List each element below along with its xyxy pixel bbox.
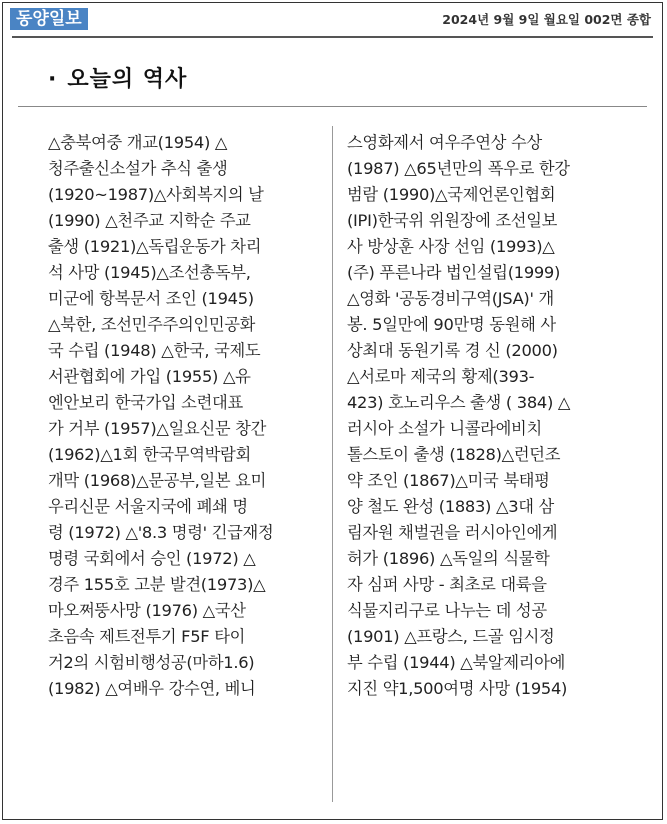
text-line: 경주 155호 고분 발견(1973)△ — [48, 575, 266, 594]
text-line: 초음속 제트전투기 F5F 타이 — [48, 627, 246, 646]
text-line: △서로마 제국의 황제(393- — [347, 367, 535, 386]
text-line: △충북여중 개교(1954) △ — [48, 133, 228, 152]
text-line: 상최대 동원기록 경 신 (2000) — [347, 341, 558, 360]
text-line: (1962)△1회 한국무역박람회 — [48, 445, 251, 464]
text-line: 령 (1972) △'8.3 명령' 긴급재정 — [48, 523, 274, 542]
text-line: 사 방상훈 사장 선임 (1993)△ — [347, 237, 555, 256]
text-line: 명령 국회에서 승인 (1972) △ — [48, 549, 256, 568]
text-line: 부 수립 (1944) △북알제리아에 — [347, 653, 566, 672]
text-line: (1987) △65년만의 폭우로 한강 — [347, 159, 570, 178]
text-line: 림자원 채벌권을 러시아인에게 — [347, 523, 558, 542]
text-line: 미군에 항복문서 조인 (1945) — [48, 289, 254, 308]
text-line: (IPI)한국위 위원장에 조선일보 — [347, 211, 558, 230]
text-line: 개막 (1968)△문공부,일본 요미 — [48, 471, 267, 490]
text-line: 식물지리구로 나누는 데 성공 — [347, 601, 547, 620]
text-line: 청주출신소설가 추식 출생 — [48, 159, 228, 178]
text-line: 석 사망 (1945)△조선총독부, — [48, 263, 251, 282]
text-line: (1920~1987)△사회복지의 날 — [48, 185, 264, 204]
text-line: 톨스토이 출생 (1828)△런던조 — [347, 445, 561, 464]
text-line: (1982) △여배우 강수연, 베니 — [48, 679, 256, 698]
text-line: 자 심퍼 사망 - 최초로 대륙을 — [347, 575, 547, 594]
text-line: 봉. 5일만에 90만명 동원해 사 — [347, 315, 556, 334]
text-line: 출생 (1921)△독립운동가 차리 — [48, 237, 262, 256]
bullet-icon: · — [48, 67, 58, 92]
text-line: 우리신문 서울지국에 폐쇄 명 — [48, 497, 248, 516]
text-line: (1901) △프랑스, 드골 임시정 — [347, 627, 555, 646]
text-line: 양 철도 완성 (1883) △3대 삼 — [347, 497, 554, 516]
text-line: 범람 (1990)△국제언론인협회 — [347, 185, 556, 204]
text-line: 서관협회에 가입 (1955) △유 — [48, 367, 251, 386]
text-line: 약 조인 (1867)△미국 북태평 — [347, 471, 550, 490]
text-line: 스영화제서 여우주연상 수상 — [347, 133, 542, 152]
text-line: (주) 푸른나라 법인설립(1999) — [347, 263, 561, 282]
section-title-text: 오늘의 역사 — [67, 67, 188, 92]
text-line: (1990) △천주교 지학순 주교 — [48, 211, 251, 230]
text-line: 허가 (1896) △독일의 식물학 — [347, 549, 550, 568]
header-divider — [12, 36, 653, 38]
text-line: 가 거부 (1957)△일요신문 창간 — [48, 419, 267, 438]
text-line: 러시아 소설가 니콜라에비치 — [347, 419, 542, 438]
text-line: 거2의 시험비행성공(마하1.6) — [48, 653, 255, 672]
text-line: 마오쩌뚱사망 (1976) △국산 — [48, 601, 246, 620]
column-divider — [332, 126, 333, 802]
section-divider — [18, 106, 647, 107]
section-title — [48, 62, 187, 93]
issue-info: 2024년 9월 9일 월요일 002면 종합 — [442, 12, 651, 27]
article-column-right — [347, 130, 619, 702]
text-line: 엔안보리 한국가입 소련대표 — [48, 393, 243, 412]
newspaper-logo: 동양일보 — [10, 8, 88, 30]
text-line: △북한, 조선민주주의인민공화 — [48, 315, 256, 334]
text-line: 국 수립 (1948) △한국, 국제도 — [48, 341, 261, 360]
text-line: 지진 약1,500여명 사망 (1954) — [347, 679, 568, 698]
text-line: △영화 '공동경비구역(JSA)' 개 — [347, 289, 554, 308]
text-line: 423) 호노리우스 출생 ( 384) △ — [347, 393, 571, 412]
article-column-left — [48, 130, 320, 702]
